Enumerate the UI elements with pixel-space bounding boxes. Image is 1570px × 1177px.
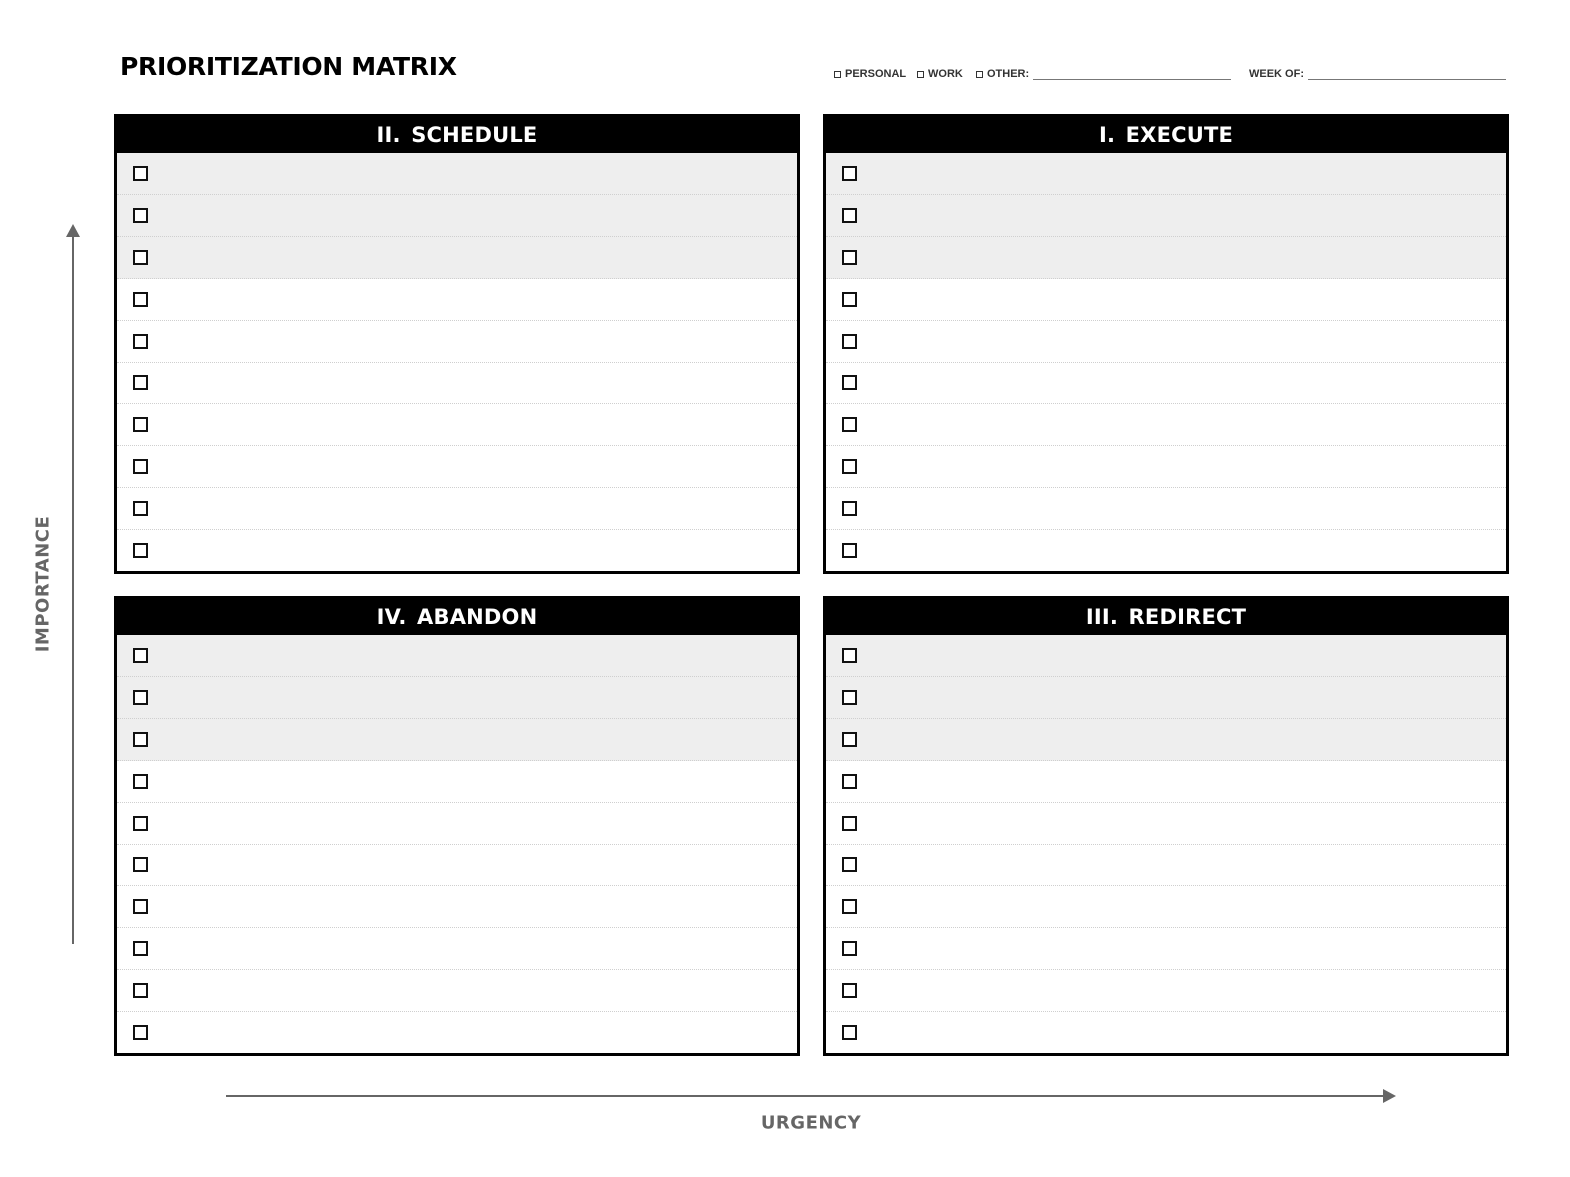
- week-of: [1249, 67, 1506, 81]
- task-checkbox[interactable]: [133, 543, 148, 558]
- task-checkbox[interactable]: [842, 1025, 857, 1040]
- task-checkbox[interactable]: [133, 166, 148, 181]
- task-checkbox[interactable]: [842, 732, 857, 747]
- task-checkbox[interactable]: [842, 292, 857, 307]
- urgency-axis: [226, 1095, 1386, 1097]
- task-checkbox[interactable]: [842, 941, 857, 956]
- task-row[interactable]: [117, 279, 797, 321]
- task-checkbox[interactable]: [133, 899, 148, 914]
- personal-label: PERSONAL: [845, 68, 907, 80]
- task-row[interactable]: [826, 153, 1506, 195]
- task-checkbox[interactable]: [133, 648, 148, 663]
- task-row[interactable]: [826, 719, 1506, 761]
- task-checkbox[interactable]: [133, 250, 148, 265]
- task-row[interactable]: [117, 677, 797, 719]
- task-row[interactable]: [117, 530, 797, 571]
- task-row[interactable]: [117, 363, 797, 405]
- task-row[interactable]: [826, 446, 1506, 488]
- task-checkbox[interactable]: [133, 375, 148, 390]
- quadrant-title: II. SCHEDULE: [117, 117, 797, 153]
- task-checkbox[interactable]: [133, 501, 148, 516]
- task-checkbox[interactable]: [133, 208, 148, 223]
- task-checkbox[interactable]: [133, 459, 148, 474]
- task-checkbox[interactable]: [842, 417, 857, 432]
- other-label: OTHER:: [987, 68, 1030, 80]
- task-row[interactable]: [117, 970, 797, 1012]
- task-checkbox[interactable]: [842, 250, 857, 265]
- task-row[interactable]: [117, 404, 797, 446]
- task-row[interactable]: [117, 803, 797, 845]
- task-row[interactable]: [117, 153, 797, 195]
- task-row[interactable]: [117, 719, 797, 761]
- task-row[interactable]: [826, 886, 1506, 928]
- task-list: [117, 153, 797, 571]
- task-row[interactable]: [826, 279, 1506, 321]
- task-checkbox[interactable]: [842, 857, 857, 872]
- arrow-right-icon: [1383, 1089, 1396, 1103]
- task-checkbox[interactable]: [133, 857, 148, 872]
- task-row[interactable]: [826, 237, 1506, 279]
- task-checkbox[interactable]: [133, 417, 148, 432]
- importance-label: IMPORTANCE: [32, 515, 54, 653]
- quadrant-abandon: [114, 596, 800, 1056]
- task-checkbox[interactable]: [842, 690, 857, 705]
- category-personal[interactable]: [834, 67, 906, 81]
- task-row[interactable]: [826, 488, 1506, 530]
- task-row[interactable]: [826, 321, 1506, 363]
- task-checkbox[interactable]: [133, 774, 148, 789]
- task-checkbox[interactable]: [842, 501, 857, 516]
- quadrant-execute: [823, 114, 1509, 574]
- week-field[interactable]: [1308, 68, 1506, 80]
- week-label: WEEK OF:: [1249, 68, 1304, 80]
- quadrant-redirect: [823, 596, 1509, 1056]
- task-row[interactable]: [826, 761, 1506, 803]
- task-checkbox[interactable]: [842, 543, 857, 558]
- task-row[interactable]: [117, 845, 797, 887]
- task-row[interactable]: [826, 404, 1506, 446]
- task-row[interactable]: [117, 195, 797, 237]
- task-row[interactable]: [826, 363, 1506, 405]
- task-checkbox[interactable]: [842, 166, 857, 181]
- task-checkbox[interactable]: [842, 334, 857, 349]
- task-checkbox[interactable]: [842, 774, 857, 789]
- quadrant-title: I. EXECUTE: [826, 117, 1506, 153]
- other-field[interactable]: [1033, 68, 1231, 80]
- work-checkbox[interactable]: [917, 71, 924, 78]
- task-checkbox[interactable]: [842, 983, 857, 998]
- task-row[interactable]: [117, 237, 797, 279]
- task-checkbox[interactable]: [133, 941, 148, 956]
- task-row[interactable]: [826, 195, 1506, 237]
- task-row[interactable]: [117, 761, 797, 803]
- task-row[interactable]: [826, 530, 1506, 571]
- task-row[interactable]: [826, 970, 1506, 1012]
- task-checkbox[interactable]: [842, 899, 857, 914]
- quadrant-schedule: [114, 114, 800, 574]
- task-checkbox[interactable]: [842, 208, 857, 223]
- personal-checkbox[interactable]: [834, 71, 841, 78]
- task-row[interactable]: [826, 803, 1506, 845]
- quadrant-title: IV. ABANDON: [117, 599, 797, 635]
- task-row[interactable]: [826, 928, 1506, 970]
- page-title: PRIORITIZATION MATRIX: [120, 52, 457, 81]
- task-row[interactable]: [117, 1012, 797, 1053]
- task-list: [826, 153, 1506, 571]
- task-checkbox[interactable]: [133, 690, 148, 705]
- task-row[interactable]: [826, 1012, 1506, 1053]
- category-other[interactable]: [976, 67, 1231, 81]
- task-row[interactable]: [117, 321, 797, 363]
- importance-axis: [72, 234, 74, 944]
- urgency-label: URGENCY: [760, 1112, 862, 1134]
- task-row[interactable]: [117, 488, 797, 530]
- task-row[interactable]: [117, 886, 797, 928]
- task-checkbox[interactable]: [842, 375, 857, 390]
- task-row[interactable]: [117, 446, 797, 488]
- task-row[interactable]: [826, 845, 1506, 887]
- task-checkbox[interactable]: [133, 334, 148, 349]
- task-checkbox[interactable]: [842, 648, 857, 663]
- task-checkbox[interactable]: [133, 1025, 148, 1040]
- task-checkbox[interactable]: [133, 732, 148, 747]
- category-work[interactable]: [917, 67, 963, 81]
- task-checkbox[interactable]: [133, 816, 148, 831]
- work-label: WORK: [928, 68, 963, 80]
- task-row[interactable]: [826, 635, 1506, 677]
- task-row[interactable]: [826, 677, 1506, 719]
- task-row[interactable]: [117, 928, 797, 970]
- task-checkbox[interactable]: [842, 816, 857, 831]
- task-list: [117, 635, 797, 1053]
- other-checkbox[interactable]: [976, 71, 983, 78]
- quadrant-title: III. REDIRECT: [826, 599, 1506, 635]
- task-list: [826, 635, 1506, 1053]
- task-checkbox[interactable]: [133, 292, 148, 307]
- task-row[interactable]: [117, 635, 797, 677]
- task-checkbox[interactable]: [842, 459, 857, 474]
- task-checkbox[interactable]: [133, 983, 148, 998]
